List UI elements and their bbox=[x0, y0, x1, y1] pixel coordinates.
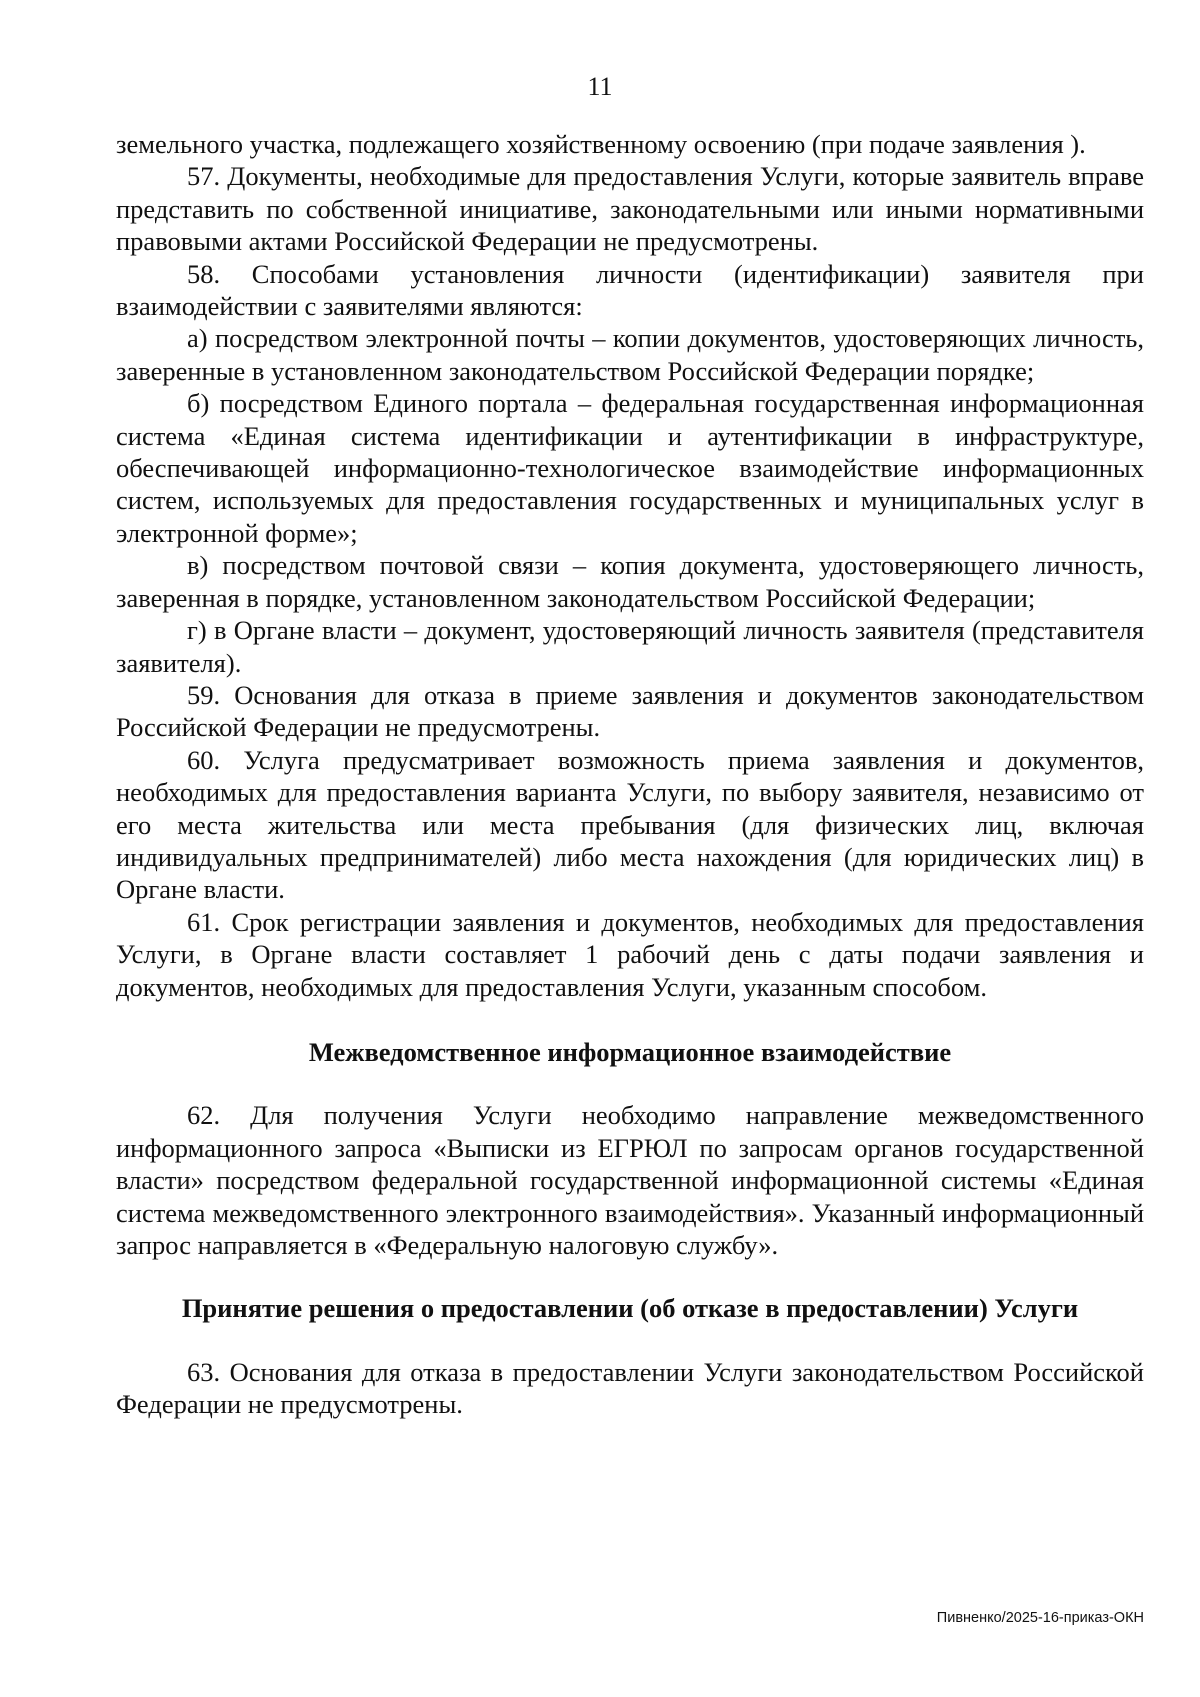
paragraph-62: 62. Для получения Услуги необходимо направление межведомственного информационного запроса «Выписки из ЕГРЮЛ по запросам органов государственной власти» посредством федеральной государственной информационной системы «Единая система межведомственного электронного взаимодействия». Указанный информационный запрос направляется в «Федеральную налоговую службу». bbox=[116, 1100, 1144, 1260]
paragraph-58-b: б) посредством Единого портала – федеральная государственная информационная система «Единая система идентификации и аутентификации в инфраструктуре, обеспечивающей информационно-технологическое взаимодействие информационных систем, используемых для предоставления государственных и муниципальных услуг в электронной форме»; bbox=[116, 388, 1144, 548]
footer-document-code: Пивненко/2025-16-приказ-ОКН bbox=[936, 1610, 1144, 1626]
paragraph-continuation: земельного участка, подлежащего хозяйственному освоению (при подаче заявления ). bbox=[116, 129, 1086, 159]
paragraph-58-g: г) в Органе власти – документ, удостоверяющий личность заявителя (представителя заявителя). bbox=[116, 615, 1144, 678]
section-heading-interagency: Межведомственное информационное взаимодействие bbox=[308, 1036, 952, 1067]
document-body bbox=[116, 128, 1144, 1421]
section-heading-decision: Принятие решения о предоставлении (об отказе в предоставлении) Услуги bbox=[181, 1293, 1079, 1324]
paragraph-63: 63. Основания для отказа в предоставлении Услуги законодательством Российской Федерации не предусмотрены. bbox=[116, 1356, 1144, 1420]
paragraph-58-v: в) посредством почтовой связи – копия документа, удостоверяющего личность, заверенная в порядке, установленном законодательством Российской Федерации; bbox=[116, 550, 1144, 613]
paragraph-59: 59. Основания для отказа в приеме заявления и документов законодательством Российской Федерации не предусмотрены. bbox=[116, 679, 1144, 743]
page-number: 11 bbox=[587, 72, 613, 101]
paragraph-58-a: а) посредством электронной почты – копии документов, удостоверяющих личность, заверенные в установленном законодательством Российской Федерации порядке; bbox=[116, 323, 1144, 386]
paragraph-57: 57. Документы, необходимые для предоставления Услуги, которые заявитель вправе представить по собственной инициативе, законодательными или иными нормативными правовыми актами Российской Федерации не предусмотрены. bbox=[116, 161, 1144, 257]
paragraph-61: 61. Срок регистрации заявления и документов, необходимых для предоставления Услуги, в Органе власти составляет 1 рабочий день с даты подачи заявления и документов, необходимых для предоставления Услуги, указанным способом. bbox=[116, 906, 1144, 1002]
paragraph-60: 60. Услуга предусматривает возможность приема заявления и документов, необходимых для предоставления варианта Услуги, по выбору заявителя, независимо от его места жительства или места пребывания (для физических лиц, включая индивидуальных предпринимателей) либо места нахождения (для юридических лиц) в Органе власти. bbox=[116, 744, 1144, 905]
paragraph-58: 58. Способами установления личности (идентификации) заявителя при взаимодействии с заявителями являются: bbox=[116, 258, 1144, 322]
